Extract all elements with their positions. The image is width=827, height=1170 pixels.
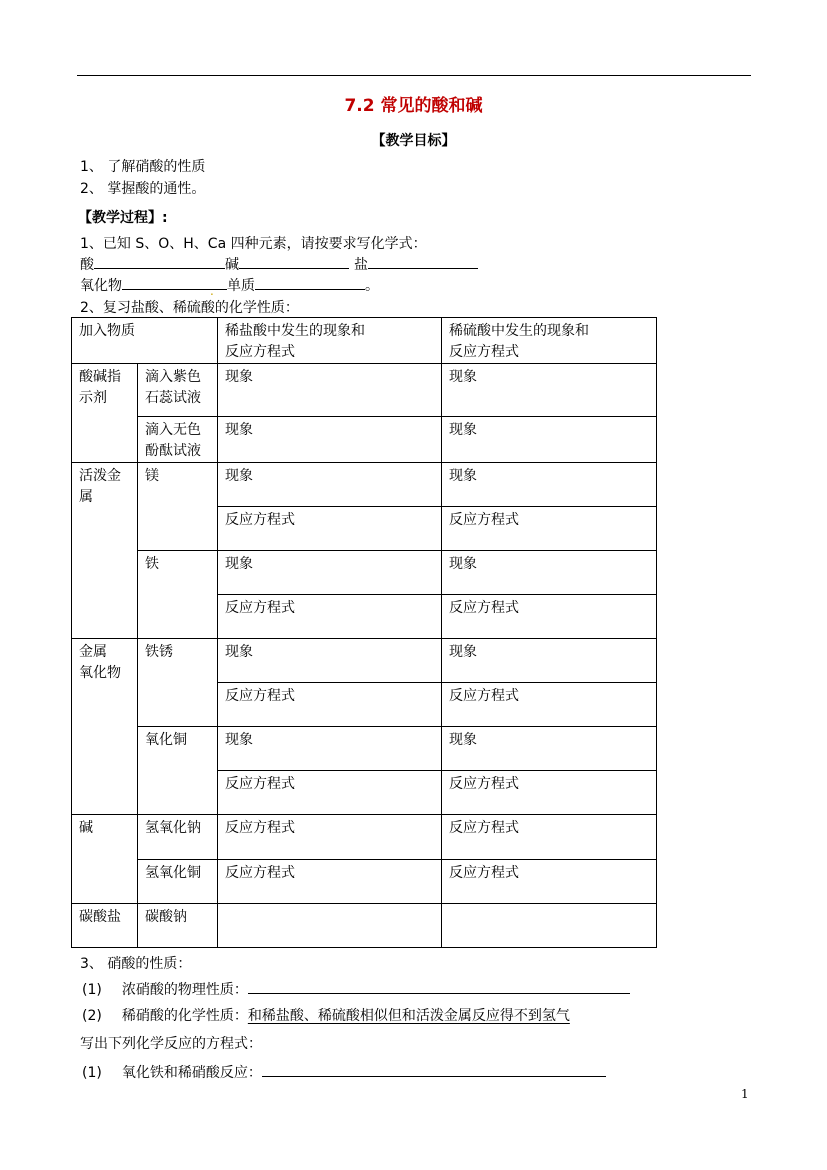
stray-dot: . xyxy=(210,284,214,298)
equation-1-blank[interactable] xyxy=(262,1062,606,1077)
h2so4-mg-equation[interactable]: 反应方程式 xyxy=(442,507,657,551)
hcl-litmus-phenomenon[interactable]: 现象 xyxy=(218,364,442,417)
group-metal: 活泼金 属 xyxy=(72,463,138,639)
period-mark: 。 xyxy=(365,278,379,294)
h2so4-phenol-phenomenon[interactable]: 现象 xyxy=(442,417,657,463)
h2so4-cuoh2-equation[interactable]: 反应方程式 xyxy=(442,860,657,904)
acid-label: 酸 xyxy=(80,257,94,273)
item-litmus: 滴入紫色 石蕊试液 xyxy=(138,364,218,417)
item-sodium-hydroxide: 氢氧化钠 xyxy=(138,815,218,860)
process-heading: 【教学过程】: xyxy=(78,210,168,226)
table-row xyxy=(72,551,657,595)
h2so4-cuo-equation[interactable]: 反应方程式 xyxy=(442,771,657,815)
equation-1-number: (1) xyxy=(82,1065,102,1081)
hcl-na2co3-cell[interactable] xyxy=(218,904,442,948)
header-hcl: 稀盐酸中发生的现象和 反应方程式 xyxy=(218,318,442,364)
table-row xyxy=(72,727,657,771)
item-magnesium: 镁 xyxy=(138,463,218,551)
h2so4-mg-phenomenon[interactable]: 现象 xyxy=(442,463,657,507)
hcl-fe-phenomenon[interactable]: 现象 xyxy=(218,551,442,595)
table-row xyxy=(72,417,657,463)
group-base: 碱 xyxy=(72,815,138,904)
question-3-part-1 xyxy=(82,979,630,999)
table-header-row xyxy=(72,318,657,364)
h2so4-rust-equation[interactable]: 反应方程式 xyxy=(442,683,657,727)
h2so4-rust-phenomenon[interactable]: 现象 xyxy=(442,639,657,683)
hcl-rust-equation[interactable]: 反应方程式 xyxy=(218,683,442,727)
header-substance: 加入物质 xyxy=(72,318,218,364)
item-sodium-carbonate: 碳酸钠 xyxy=(138,904,218,948)
oxide-label: 氧化物 xyxy=(80,278,122,294)
question-2-text: 2、复习盐酸、稀硫酸的化学性质： xyxy=(80,300,299,316)
item-phenolphthalein: 滴入无色 酚酞试液 xyxy=(138,417,218,463)
table-row xyxy=(72,639,657,683)
part-2-label: 稀硝酸的化学性质： xyxy=(121,1008,248,1024)
salt-label: 盐 xyxy=(354,257,368,273)
header-h2so4: 稀硫酸中发生的现象和 反应方程式 xyxy=(442,318,657,364)
element-label: 单质 xyxy=(227,278,255,294)
item-iron: 铁 xyxy=(138,551,218,639)
element-blank[interactable] xyxy=(255,275,365,290)
table-row xyxy=(72,904,657,948)
question-1-line-1 xyxy=(80,254,478,274)
h2so4-na2co3-cell[interactable] xyxy=(442,904,657,948)
base-label: 碱 xyxy=(225,257,239,273)
hcl-phenol-phenomenon[interactable]: 现象 xyxy=(218,417,442,463)
hcl-cuo-equation[interactable]: 反应方程式 xyxy=(218,771,442,815)
question-1-line-2 xyxy=(80,275,379,295)
part-2-number: (2) xyxy=(82,1008,102,1024)
part-1-label: 浓硝酸的物理性质： xyxy=(121,982,248,998)
part-1-number: (1) xyxy=(82,982,102,998)
objectives-heading: 【教学目标】 xyxy=(371,133,456,149)
salt-blank[interactable] xyxy=(368,254,478,269)
question-3-part-2 xyxy=(82,1005,570,1025)
page-number: 1 xyxy=(741,1087,749,1101)
equation-1-label: 氧化铁和稀硝酸反应： xyxy=(121,1065,262,1081)
properties-table xyxy=(71,317,657,948)
page-title: 7.2 常见的酸和碱 xyxy=(344,96,483,116)
hcl-mg-equation[interactable]: 反应方程式 xyxy=(218,507,442,551)
equation-1 xyxy=(82,1062,606,1082)
h2so4-naoh-equation[interactable]: 反应方程式 xyxy=(442,815,657,860)
hcl-rust-phenomenon[interactable]: 现象 xyxy=(218,639,442,683)
hcl-fe-equation[interactable]: 反应方程式 xyxy=(218,595,442,639)
acid-blank[interactable] xyxy=(94,254,225,269)
physical-properties-blank[interactable] xyxy=(248,979,630,994)
h2so4-litmus-phenomenon[interactable]: 现象 xyxy=(442,364,657,417)
h2so4-fe-phenomenon[interactable]: 现象 xyxy=(442,551,657,595)
question-1-text: 1、已知 S、O、H、Ca 四种元素，请按要求写化学式： xyxy=(80,236,427,252)
hcl-cuo-phenomenon[interactable]: 现象 xyxy=(218,727,442,771)
h2so4-cuo-phenomenon[interactable]: 现象 xyxy=(442,727,657,771)
chemical-properties-answer: 和稀盐酸、稀硫酸相似但和活泼金属反应得不到氢气 xyxy=(247,1008,570,1024)
hcl-cuoh2-equation[interactable]: 反应方程式 xyxy=(218,860,442,904)
hcl-mg-phenomenon[interactable]: 现象 xyxy=(218,463,442,507)
group-indicator: 酸碱指 示剂 xyxy=(72,364,138,463)
table-row xyxy=(72,364,657,417)
header-rule xyxy=(77,75,751,76)
base-blank[interactable] xyxy=(239,254,349,269)
objective-2: 2、 掌握酸的通性。 xyxy=(80,181,206,197)
item-copper-hydroxide: 氢氧化铜 xyxy=(138,860,218,904)
group-metal-oxide: 金属 氧化物 xyxy=(72,639,138,815)
group-carbonate: 碳酸盐 xyxy=(72,904,138,948)
item-copper-oxide: 氧化铜 xyxy=(138,727,218,815)
question-3-text: 3、 硝酸的性质： xyxy=(80,956,192,972)
table-row xyxy=(72,815,657,860)
hcl-naoh-equation[interactable]: 反应方程式 xyxy=(218,815,442,860)
objective-1: 1、 了解硝酸的性质 xyxy=(80,159,206,175)
h2so4-fe-equation[interactable]: 反应方程式 xyxy=(442,595,657,639)
item-rust: 铁锈 xyxy=(138,639,218,727)
equation-instruction: 写出下列化学反应的方程式： xyxy=(80,1036,262,1052)
table-row xyxy=(72,463,657,507)
table-row xyxy=(72,860,657,904)
